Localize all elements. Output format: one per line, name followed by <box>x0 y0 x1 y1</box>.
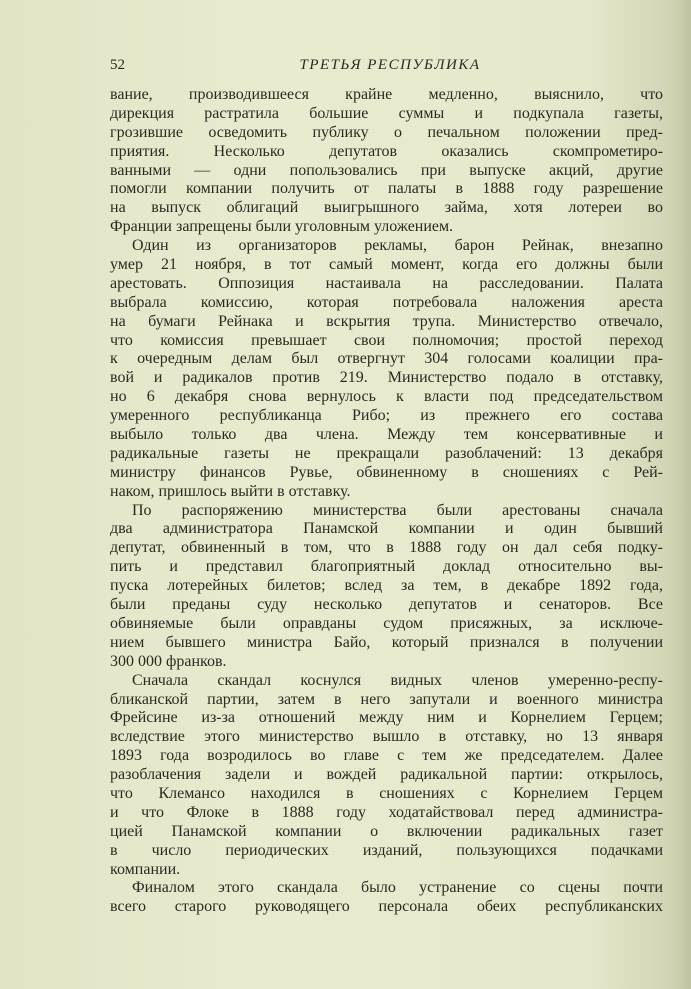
text-line: всего старого руководящего персонала обеих республиканских <box>110 898 663 916</box>
text-line: на выпуск облигаций выигрышного займа, хотя лотереи во <box>110 199 663 217</box>
text-line: помогли компании получить от палаты в 1888 году разрешение <box>110 180 663 198</box>
text-line: и что Флоке в 1888 году ходатайствовал перед администра- <box>110 803 663 821</box>
text-line: наком, пришлось выйти в отставку. <box>110 482 351 500</box>
text-line: дирекция растратила большие суммы и подкупала газеты, <box>110 104 663 122</box>
text-line: выбыло только два члена. Между тем консервативные и <box>110 426 663 444</box>
text-line: радикальные газеты не прекращали разоблачений: 13 декабря <box>110 444 663 462</box>
text-line: Франции запрещены были уголовным уложением. <box>110 218 454 236</box>
text-line: бликанской партии, затем в него запутали и военного министра <box>110 690 663 708</box>
body-text <box>110 86 663 917</box>
text-line: 1893 года возродилось во главе с тем же председателем. Далее <box>110 747 663 765</box>
paragraph <box>110 879 663 917</box>
text-line: компании. <box>110 860 181 878</box>
text-line: в число периодических изданий, пользующихся подачками <box>110 841 663 859</box>
text-line: что комиссия превышает свои полномочия; простой переход <box>110 331 663 349</box>
text-line: ванными — одни попользовались при выпуске акций, другие <box>110 161 663 179</box>
text-line: вой и радикалов против 219. Министерство подало в отставку, <box>110 369 663 387</box>
text-line: обвиняемые были оправданы судом присяжных, за исключе- <box>110 614 663 632</box>
text-line: на бумаги Рейнака и вскрытия трупа. Министерство отвечало, <box>110 312 663 330</box>
text-line: умер 21 ноября, в тот самый момент, когда его должны были <box>110 256 663 274</box>
text-line: пуска лотерейных билетов; вслед за тем, в декабре 1892 года, <box>110 577 663 595</box>
text-line: 300 000 франков. <box>110 652 227 670</box>
paragraph <box>110 237 663 501</box>
text-line: разоблачения задели и вождей радикальной партии: открылось, <box>110 766 663 784</box>
text-line: вание, производившееся крайне медленно, выяснило, что <box>110 86 663 103</box>
text-line: Финалом этого скандала было устранение со сцены почти <box>132 879 663 897</box>
text-line: цией Панамской компании о включении радикальных газет <box>110 822 663 840</box>
text-line: Сначала скандал коснулся видных членов умеренно-респу- <box>132 671 663 689</box>
text-line: арестовать. Оппозиция настаивала на расследовании. Палата <box>110 274 663 292</box>
text-line: вследствие этого министерство вышло в отставку, но 13 января <box>110 728 663 746</box>
running-title: ТРЕТЬЯ РЕСПУБЛИКА <box>299 57 481 73</box>
text-line: депутат, обвиненный в том, что в 1888 году он дал себя подку- <box>110 539 663 557</box>
text-line: нием бывшего министра Байо, который признался в получении <box>110 633 663 651</box>
paragraph <box>110 86 663 237</box>
text-line: выбрала комиссию, которая потребовала наложения ареста <box>110 293 663 311</box>
page-number: 52 <box>110 57 125 73</box>
text-line: По распоряжению министерства были арестованы сначала <box>132 501 663 519</box>
text-line: но 6 декабря снова вернулось к власти под председательством <box>110 388 663 406</box>
text-line: умеренного республиканца Рибо; из прежнего его состава <box>110 407 663 425</box>
paragraph <box>110 502 663 672</box>
text-line: приятия. Несколько депутатов оказались скомпрометиро- <box>110 142 663 160</box>
text-line: что Клемансо находился в сношениях с Корнелием Герцем <box>110 784 663 802</box>
text-line: были преданы суду несколько депутатов и сенаторов. Все <box>110 596 663 614</box>
text-line: Один из организаторов рекламы, барон Рейнак, внезапно <box>132 237 663 255</box>
text-line: пить и представил благоприятный доклад относительно вы- <box>110 558 663 576</box>
text-line: Фрейсине из-за отношений между ним и Корнелием Герцем; <box>110 709 663 727</box>
paragraph <box>110 672 663 880</box>
text-line: грозившие осведомить публику о печальном положении пред- <box>110 123 663 141</box>
text-line: два администратора Панамской компании и один бывший <box>110 520 663 538</box>
text-line: министру финансов Рувье, обвиненному в сношениях с Рей- <box>110 463 663 481</box>
text-line: к очередным делам был отвергнут 304 голосами коалиции пра- <box>110 350 663 368</box>
